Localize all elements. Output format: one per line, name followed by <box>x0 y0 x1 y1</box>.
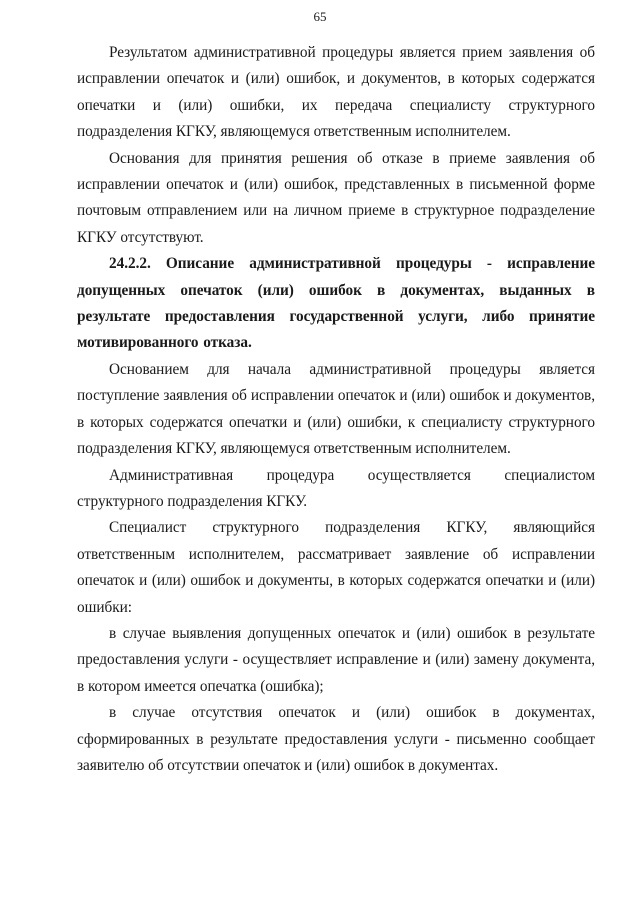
paragraph-case-no-errors: в случае отсутствия опечаток и (или) ошибок в документах, сформированных в результате предоставления услуги - письменно сообщает заявителю об отсутствии опечаток и (или) ошибок в документах. <box>77 704 595 774</box>
section-heading: 24.2.2. Описание административной процедуры - исправление допущенных опечаток (или) ошибок в документах, выданных в результате предоставления государственной услуги, либо принятие мотивированного отказа. <box>77 255 595 352</box>
paragraph-refusal-grounds: Основания для принятия решения об отказе в приеме заявления об исправлении опечаток и (или) ошибок, представленных в письменной форме почтовым отправлением или на личном приеме в структурное подразделение КГКУ отсутствуют. <box>77 149 595 246</box>
paragraph-start-basis: Основанием для начала административной процедуры является поступление заявления об исправлении опечаток и (или) ошибок и документов, в которых содержатся опечатки и (или) ошибки, к специалисту структурного подразделения КГКУ, являющемуся ответственным исполнителем. <box>77 360 595 458</box>
paragraph-procedure-performer: Административная процедура осуществляется специалистом структурного подразделения КГКУ. <box>77 466 595 510</box>
document-body <box>77 40 595 779</box>
paragraph-result: Результатом административной процедуры является прием заявления об исправлении опечаток и (или) ошибок, и документов, в которых содержатся опечатки и (или) ошибки, их передача специалисту структурного подразделения КГКУ, являющемуся ответственным исполнителем. <box>77 44 595 141</box>
paragraph-specialist-review: Специалист структурного подразделения КГКУ, являющийся ответственным исполнителем, рассматривает заявление об исправлении опечаток и (или) ошибок и документы, в которых содержатся опечатки и (или) ошибки: <box>77 519 595 616</box>
paragraph-case-errors-found: в случае выявления допущенных опечаток и (или) ошибок в результате предоставления услуги - осуществляет исправление и (или) замену документа, в котором имеется опечатка (ошибка); <box>77 624 595 695</box>
page-number: 65 <box>313 9 327 24</box>
